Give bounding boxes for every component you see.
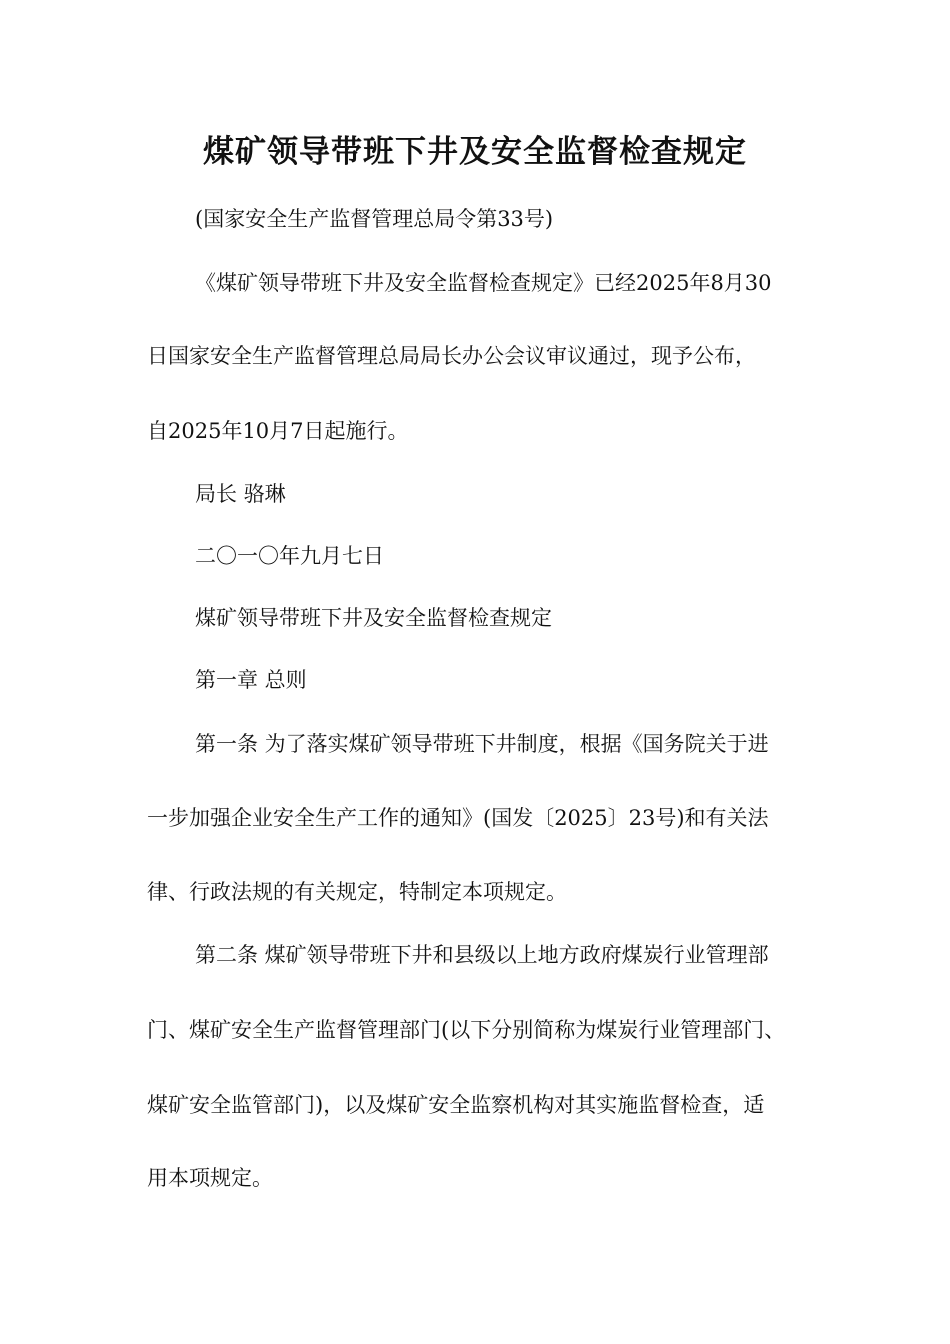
document-title: 煤矿领导带班下井及安全监督检查规定 bbox=[203, 134, 747, 170]
article1-line-1: 第一条 为了落实煤矿领导带班下井制度，根据《国务院关于进 bbox=[195, 732, 769, 756]
intro-line-2: 日国家安全生产监督管理总局局长办公会议审议通过，现予公布， bbox=[147, 344, 756, 368]
article2-line-2: 门、煤矿安全生产监督管理部门(以下分别简称为煤炭行业管理部门、 bbox=[147, 1018, 786, 1042]
chapter-heading: 第一章 总则 bbox=[195, 668, 307, 692]
article2-line-4: 用本项规定。 bbox=[147, 1166, 273, 1190]
decree-date: 二〇一〇年九月七日 bbox=[195, 544, 384, 568]
article1-line-3: 律、行政法规的有关规定，特制定本项规定。 bbox=[147, 880, 567, 904]
article2-line-3: 煤矿安全监管部门)，以及煤矿安全监察机构对其实施监督检查，适 bbox=[147, 1093, 765, 1117]
regulation-subtitle: 煤矿领导带班下井及安全监督检查规定 bbox=[195, 606, 552, 630]
intro-line-3: 自2025年10月7日起施行。 bbox=[147, 419, 409, 443]
signatory: 局长 骆琳 bbox=[195, 482, 286, 506]
intro-line-1: 《煤矿领导带班下井及安全监督检查规定》已经2025年8月30 bbox=[195, 271, 772, 295]
decree-reference: (国家安全生产监督管理总局令第33号) bbox=[195, 207, 554, 231]
article2-line-1: 第二条 煤矿领导带班下井和县级以上地方政府煤炭行业管理部 bbox=[195, 943, 769, 967]
article1-line-2: 一步加强企业安全生产工作的通知》(国发〔2025〕23号)和有关法 bbox=[147, 806, 769, 830]
